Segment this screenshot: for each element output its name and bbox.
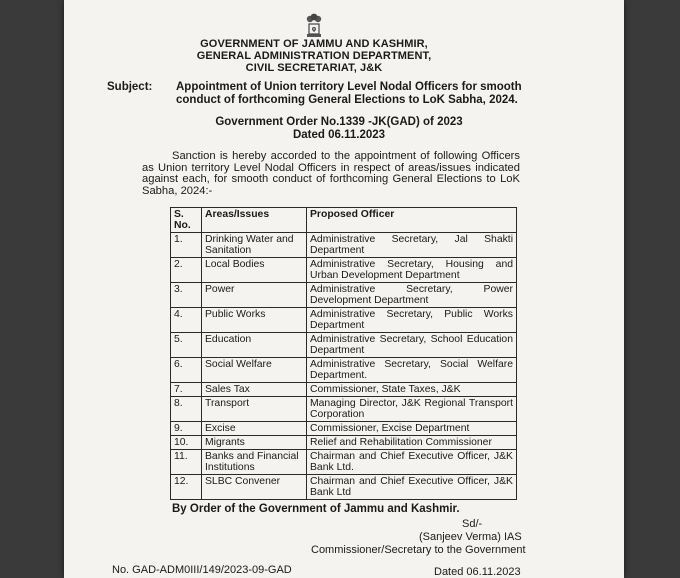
cell-area: Excise: [202, 422, 307, 436]
cell-sno: 4.: [171, 308, 202, 333]
cell-sno: 9.: [171, 422, 202, 436]
table-row: [171, 422, 517, 436]
order-date: Dated 06.11.2023: [292, 129, 386, 141]
cell-area: SLBC Convener: [202, 475, 307, 500]
document-page: [64, 0, 624, 578]
national-emblem-icon: [301, 10, 327, 40]
cell-area: Power: [202, 283, 307, 308]
sd-mark: Sd/-: [462, 518, 483, 530]
table-row: [171, 233, 517, 258]
cell-area: Social Welfare: [202, 358, 307, 383]
cell-sno: 10.: [171, 436, 202, 450]
table-row: [171, 397, 517, 422]
signatory-designation: Commissioner/Secretary to the Government: [311, 544, 526, 556]
subject-text: [176, 81, 556, 107]
col-header-sno: S. No.: [171, 208, 202, 233]
table-row: [171, 450, 517, 475]
cell-area: Education: [202, 333, 307, 358]
footer-date: Dated 06.11.2023: [434, 566, 521, 578]
subject-label: Subject:: [107, 81, 153, 93]
cell-officer: Administrative Secretary, Social Welfare Department.: [307, 358, 517, 383]
sanction-paragraph: [142, 151, 520, 197]
cell-sno: 8.: [171, 397, 202, 422]
cell-area: Local Bodies: [202, 258, 307, 283]
reference-number: No. GAD-ADM0III/149/2023-09-GAD: [112, 564, 292, 576]
sanction-text: Sanction is hereby accorded to the appointment of following Officers as Union territory Level Nodal Officers in respect of areas/issues indicated against each, for smooth conduct of forthcoming General Elections to LoK Sabha, 2024:-: [142, 150, 520, 197]
table-row: [171, 358, 517, 383]
cell-sno: 1.: [171, 233, 202, 258]
cell-officer: Managing Director, J&K Regional Transport Corporation: [307, 397, 517, 422]
cell-officer: Chairman and Chief Executive Officer, J&K Bank Ltd: [307, 475, 517, 500]
cell-officer: Commissioner, State Taxes, J&K: [307, 383, 517, 397]
col-header-area: Areas/Issues: [202, 208, 307, 233]
cell-sno: 2.: [171, 258, 202, 283]
cell-area: Migrants: [202, 436, 307, 450]
cell-area: Sales Tax: [202, 383, 307, 397]
table-row: [171, 333, 517, 358]
header-secretariat: CIVIL SECRETARIAT, J&K: [245, 62, 383, 74]
cell-officer: Administrative Secretary, School Education Department: [307, 333, 517, 358]
cell-officer: Relief and Rehabilitation Commissioner: [307, 436, 517, 450]
subject-line-2: conduct of forthcoming General Elections to LoK Sabha, 2024.: [176, 94, 518, 106]
header-department: GENERAL ADMINISTRATION DEPARTMENT,: [196, 50, 432, 62]
cell-area: Public Works: [202, 308, 307, 333]
table-body: [171, 233, 517, 500]
table-row: [171, 283, 517, 308]
cell-officer: Administrative Secretary, Power Development Department: [307, 283, 517, 308]
cell-officer: Administrative Secretary, Public Works Department: [307, 308, 517, 333]
by-order-line: By Order of the Government of Jammu and Kashmir.: [172, 503, 460, 515]
subject-line-1: Appointment of Union territory Level Nodal Officers for smooth: [176, 81, 522, 93]
table-header-row: [171, 208, 517, 233]
cell-sno: 11.: [171, 450, 202, 475]
table-row: [171, 383, 517, 397]
cell-officer: Administrative Secretary, Housing and Urban Development Department: [307, 258, 517, 283]
cell-sno: 5.: [171, 333, 202, 358]
cell-sno: 6.: [171, 358, 202, 383]
header-government: GOVERNMENT OF JAMMU AND KASHMIR,: [200, 38, 428, 50]
cell-area: Banks and Financial Institutions: [202, 450, 307, 475]
nodal-officers-table: [170, 207, 517, 500]
cell-officer: Chairman and Chief Executive Officer, J&K Bank Ltd.: [307, 450, 517, 475]
cell-area: Transport: [202, 397, 307, 422]
cell-area: Drinking Water and Sanitation: [202, 233, 307, 258]
order-number: Government Order No.1339 -JK(GAD) of 2023: [215, 116, 463, 128]
table-row: [171, 258, 517, 283]
signatory-name: (Sanjeev Verma) IAS: [419, 531, 522, 543]
table-row: [171, 475, 517, 500]
table-row: [171, 436, 517, 450]
cell-sno: 12.: [171, 475, 202, 500]
cell-sno: 7.: [171, 383, 202, 397]
cell-officer: Administrative Secretary, Jal Shakti Department: [307, 233, 517, 258]
table-row: [171, 308, 517, 333]
col-header-officer: Proposed Officer: [307, 208, 517, 233]
cell-officer: Commissioner, Excise Department: [307, 422, 517, 436]
cell-sno: 3.: [171, 283, 202, 308]
